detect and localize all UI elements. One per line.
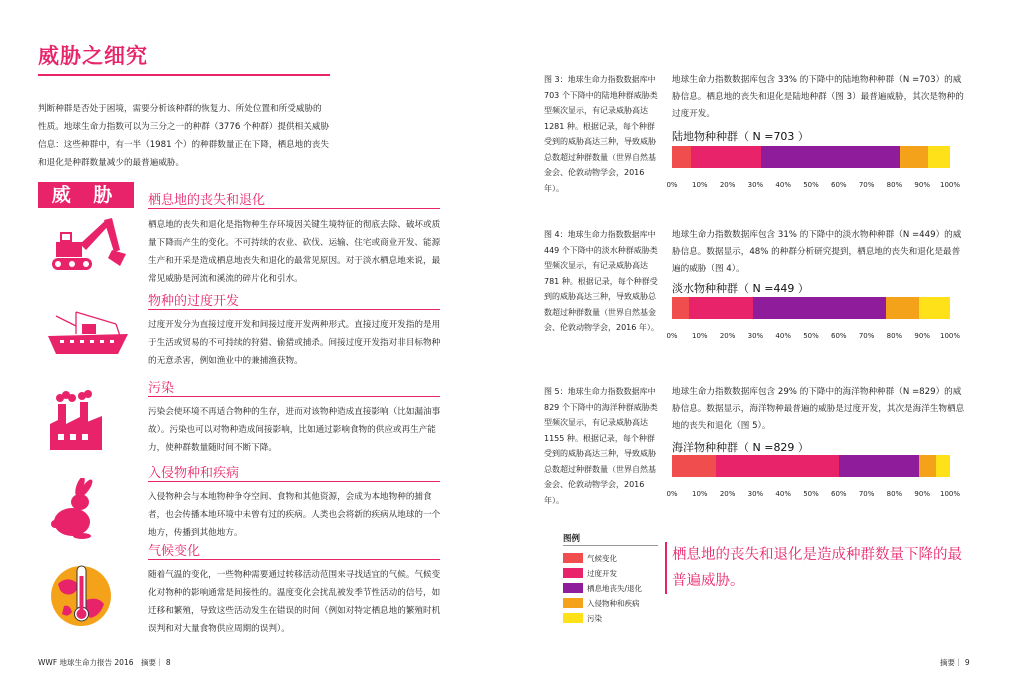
- legend-swatch: [563, 568, 583, 578]
- excavator-icon: [46, 214, 132, 282]
- legend-item-climate: [563, 552, 617, 564]
- bar-segment-3: [753, 297, 886, 319]
- bar-segment-2: [689, 297, 753, 319]
- bar-segment-3: [839, 455, 920, 477]
- rabbit-icon: [46, 478, 106, 544]
- intro-paragraph: 判断种群是否处于困境，需要分析该种群的恢复力、所处位置和所受威胁的性质。地球生命力指数可以为三分之一的种群（3776 个种群）提供相关威胁信息：这些种群中，有一半（1981 个）的种群数量正在下降，栖息地的丧失和退化是种群数量减少的最普遍威胁。: [38, 104, 330, 168]
- bar-segment-2: [691, 146, 761, 168]
- legend-item-overexploitation: [563, 567, 617, 579]
- section-title-invasive: 入侵物种和疾病: [148, 466, 240, 481]
- x-tick-label: 80%: [886, 181, 903, 189]
- section-rule: [148, 559, 440, 560]
- x-tick-label: 100%: [939, 490, 961, 498]
- bar-segment-5: [928, 146, 950, 168]
- x-axis-ticks: [664, 332, 964, 344]
- x-tick-label: 100%: [939, 181, 961, 189]
- x-tick-label: 50%: [803, 490, 819, 498]
- section-title-climate: 气候变化: [148, 544, 201, 559]
- legend-swatch: [563, 613, 583, 623]
- x-tick-label: 60%: [831, 181, 847, 189]
- x-tick-label: 10%: [692, 332, 708, 340]
- legend-swatch: [563, 553, 583, 563]
- x-tick-label: 60%: [831, 332, 847, 340]
- bar-segment-4: [919, 455, 936, 477]
- page-title: 威胁之细究: [38, 44, 148, 68]
- x-tick-label: 40%: [775, 490, 791, 498]
- bar-segment-5: [936, 455, 950, 477]
- section-rule: [148, 481, 440, 482]
- section-rule: [148, 208, 440, 209]
- footer-left: WWF 地球生命力报告 2016 摘要｜ 8: [38, 658, 171, 667]
- section-title-habitat: 栖息地的丧失和退化: [148, 193, 266, 208]
- bar-segment-1: [672, 146, 691, 168]
- chart-title-terrestrial: 陆地物种种群（ N =703 ）: [672, 130, 809, 143]
- bar-segment-3: [761, 146, 900, 168]
- x-tick-label: 10%: [692, 181, 708, 189]
- callout-quote: 栖息地的丧失和退化是造成种群数量下降的最普遍威胁。: [672, 547, 962, 589]
- x-tick-label: 20%: [719, 490, 736, 498]
- figure-4-caption: 图 4：地球生命力指数数据库中 449 个下降中的淡水种群威胁类型频次显示，有记录威胁高达 781 种。根据记录，每个种群受到的威胁高达三种，导致威胁总数超过种群数量（世界自然基金会、伦敦动物学会，2016 年）。: [544, 230, 659, 332]
- section-body-invasive: 入侵物种会与本地物种争夺空间、食物和其他资源，会成为本地物种的捕食者，也会传播本地环境中未曾有过的疾病。人类也会将新的疾病从地球的一个地方，传播到其他地方。: [148, 492, 441, 538]
- x-tick-label: 90%: [914, 181, 930, 189]
- figure-3-caption: 图 3：地球生命力指数数据库中 703 个下降中的陆地种群威胁类型频次显示，有记录威胁高达 1281 种。根据记录，每个种群受到的威胁高达三种，导致威胁总数超过种群数量（世界自然基金会、伦敦动物学会，2016 年）。: [544, 75, 658, 193]
- x-tick-label: 60%: [831, 490, 847, 498]
- section-body-habitat: 栖息地的丧失和退化是指物种生存环境因关键生境特征的彻底去除、破坏或质量下降而产生的变化。不可持续的农业、砍伐、运输、住宅或商业开发、能源生产和开采是造成栖息地丧失和退化的最常见原因。对于淡水栖息地来说，最常见威胁是河流和溪流的碎片化和引水。: [148, 220, 441, 284]
- fishing-boat-icon: [46, 306, 132, 364]
- x-tick-label: 30%: [747, 181, 764, 189]
- legend-label: 栖息地丧失/退化: [587, 583, 643, 593]
- bar-segment-1: [672, 455, 716, 477]
- x-tick-label: 0%: [666, 490, 678, 498]
- x-tick-label: 70%: [858, 490, 875, 498]
- x-tick-label: 50%: [803, 181, 819, 189]
- figure-3-description: 地球生命力指数数据库包含 33% 的下降中的陆地物种种群（N =703）的威胁信息。栖息地的丧失和退化是陆地种群（图 3）最普遍威胁，其次是物种的过度开发。: [672, 75, 964, 119]
- x-tick-label: 40%: [775, 181, 791, 189]
- legend-item-invasive: [563, 597, 640, 609]
- x-tick-label: 90%: [914, 490, 930, 498]
- stacked-bar-terrestrial: [672, 146, 950, 168]
- legend-rule: [563, 545, 658, 546]
- x-tick-label: 90%: [914, 332, 930, 340]
- stacked-bar-marine: [672, 455, 950, 477]
- figure-5-description: 地球生命力指数数据库包含 29% 的下降中的海洋物种种群（N =829）的威胁信息。数据显示，海洋物种最普遍的威胁是过度开发，其次是海洋生物栖息地的丧失和退化（图 5）。: [672, 387, 965, 431]
- x-tick-label: 70%: [858, 181, 875, 189]
- section-title-pollution: 污染: [148, 381, 175, 396]
- callout-bar: [665, 542, 667, 594]
- stacked-bar-freshwater: [672, 297, 950, 319]
- bar-segment-1: [672, 297, 689, 319]
- bar-segment-5: [919, 297, 950, 319]
- footer-right: 摘要｜ 9: [940, 658, 970, 667]
- legend-label: 气候变化: [587, 553, 617, 563]
- chart-title-freshwater: 淡水物种种群（ N =449 ）: [672, 282, 809, 295]
- figure-5-caption: 图 5：地球生命力指数数据库中 829 个下降中的海洋种群威胁类型频次显示，有记录威胁高达 1155 种。根据记录，每个种群受到的威胁高达三种，导致威胁总数超过种群数量（世界自然基金会、伦敦动物学会，2016 年）。: [544, 387, 658, 505]
- x-tick-label: 80%: [886, 490, 903, 498]
- section-body-climate: 随着气温的变化，一些物种需要通过转移活动范围来寻找适宜的气候。气候变化对物种的影响通常是间接性的。温度变化会扰乱被发季节性活动的信号，如迁移和繁殖，导致这些活动发生在错误的时间（例如对特定栖息地的繁殖时机误判和对大量食物供应周期的误判）。: [148, 570, 441, 634]
- legend-label: 入侵物种和疾病: [587, 598, 640, 608]
- x-tick-label: 50%: [803, 332, 819, 340]
- x-axis-ticks: [664, 490, 964, 502]
- chart-title-marine: 海洋物种种群（ N =829 ）: [672, 441, 809, 454]
- x-tick-label: 70%: [858, 332, 875, 340]
- legend-item-habitat: [563, 582, 642, 594]
- x-tick-label: 30%: [747, 490, 764, 498]
- x-tick-label: 20%: [719, 181, 736, 189]
- title-rule: [38, 74, 330, 76]
- legend-item-pollution: [563, 612, 602, 624]
- x-tick-label: 40%: [775, 332, 791, 340]
- legend-label: 污染: [587, 613, 602, 623]
- section-rule: [148, 309, 440, 310]
- legend-title: 图例: [563, 534, 581, 544]
- x-tick-label: 10%: [692, 490, 708, 498]
- legend-label: 过度开发: [587, 568, 617, 578]
- x-tick-label: 80%: [886, 332, 903, 340]
- legend-swatch: [563, 598, 583, 608]
- x-tick-label: 0%: [666, 332, 678, 340]
- bar-segment-4: [900, 146, 928, 168]
- figure-4-description: 地球生命力指数数据库包含 31% 的下降中的淡水物种种群（N =449）的威胁信息。数据显示，48% 的种群分析研究提到，栖息地的丧失和退化是最普遍的威胁（图 4）。: [672, 230, 962, 274]
- section-body-overexploitation: 过度开发分为直接过度开发和间接过度开发两种形式。直接过度开发指的是用于生活或贸易的不可持续的狩猎、偷猎或捕杀。间接过度开发指对非目标物种的无意杀害，例如渔业中的兼捕渔获物。: [148, 320, 441, 366]
- factory-icon: [46, 390, 106, 456]
- section-title-overexploitation: 物种的过度开发: [148, 294, 240, 309]
- globe-thermometer-icon: [46, 560, 116, 632]
- section-rule: [148, 396, 440, 397]
- bar-segment-4: [886, 297, 919, 319]
- x-tick-label: 100%: [939, 332, 961, 340]
- x-tick-label: 0%: [666, 181, 678, 189]
- x-tick-label: 20%: [719, 332, 736, 340]
- bar-segment-2: [716, 455, 838, 477]
- threat-heading: 威 胁: [38, 182, 134, 208]
- x-tick-label: 30%: [747, 332, 764, 340]
- section-body-pollution: 污染会使环境不再适合物种的生存，进而对该物种造成直接影响（比如漏油事故）。污染也可以对物种造成间接影响，比如通过影响食物的供应或再生产能力，使种群数量随时间不断下降。: [148, 407, 441, 453]
- x-axis-ticks: [664, 181, 964, 193]
- legend-swatch: [563, 583, 583, 593]
